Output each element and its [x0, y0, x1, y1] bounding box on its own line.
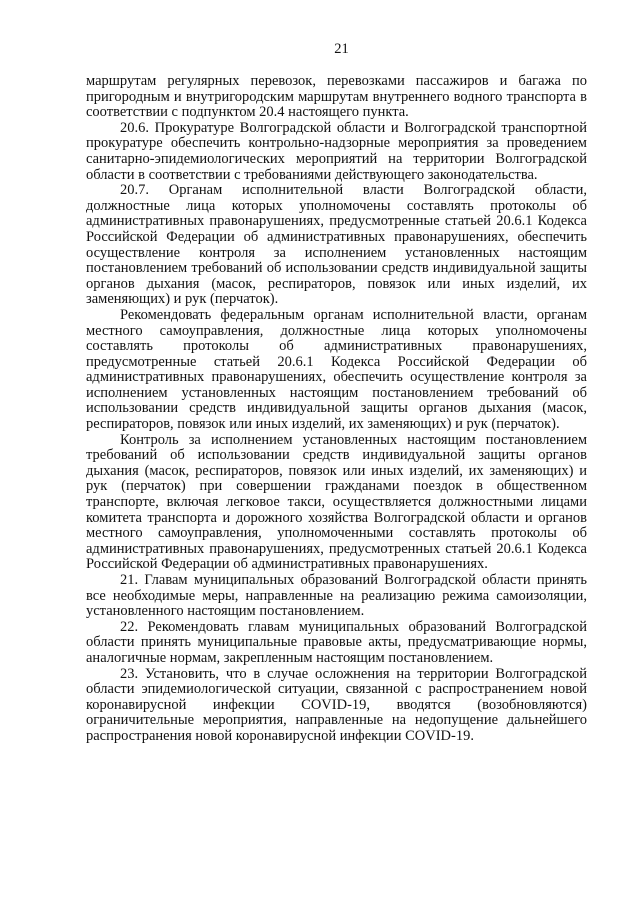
paragraph-transport-control: Контроль за исполнением установленных настоящим постановлением требований об использовании средств индивидуальной защиты органов дыхания (масок, респираторов, повязок или иных изделий, их заменяющих) и рук (перчаток) при совершении гражданами поездок в общественном транспорте, включая легковое такси, осуществляется должностными лицами комитета транспорта и дорожного хозяйства Волгоградской области и органов местного самоуправления, уполномоченными составлять протоколы об административных правонарушениях, предусмотренных статьей 20.6.1 Кодекса Российской Федерации об административных правонарушениях.: [86, 431, 587, 573]
page-number: 21: [334, 41, 349, 57]
paragraph-continuation: маршрутам регулярных перевозок, перевозками пассажиров и багажа по пригородным и внутригородским маршрутам внутреннего водного транспорта в соответствии с подпунктом 20.4 настоящего пункта.: [86, 73, 587, 121]
paragraph-20-6: 20.6. Прокуратуре Волгоградской области и Волгоградской транспортной прокуратуре обеспечить контрольно-надзорные мероприятия за проведением санитарно-эпидемиологических мероприятий на территории Волгоградской области в соответствии с требованиями действующего законодательства.: [86, 119, 587, 183]
paragraph-20-7: 20.7. Органам исполнительной власти Волгоградской области, должностные лица которых уполномочены составлять протоколы об административных правонарушениях, предусмотренные статьей 20.6.1 Кодекса Российской Федерации об административных правонарушениях, обеспечить осуществление контроля за исполнением установленных настоящим постановлением требований об использовании средств индивидуальной защиты органов дыхания (масок, респираторов, повязок или иных изделий, их заменяющих) и рук (перчаток).: [86, 182, 587, 308]
paragraph-23: 23. Установить, что в случае осложнения на территории Волгоградской области эпидемиологической ситуации, связанной с распространением новой коронавирусной инфекции COVID-19, вводятся (возобновляются) ограничительные мероприятия, направленные на недопущение дальнейшего распространения новой коронавирусной инфекции COVID-19.: [86, 665, 587, 744]
paragraph-recommendation-federal: Рекомендовать федеральным органам исполнительной власти, органам местного самоуправления, должностные лица которых уполномочены составлять протоколы об административных правонарушениях, предусмотренные статьей 20.6.1 Кодекса Российской Федерации об административных правонарушениях, обеспечить осуществление контроля за исполнением установленных настоящим постановлением требований об использовании средств индивидуальной защиты органов дыхания (масок, респираторов, повязок или иных изделий, их заменяющих) и рук (перчаток).: [86, 306, 587, 433]
paragraph-22: 22. Рекомендовать главам муниципальных образований Волгоградской области принять муниципальные правовые акты, предусматривающие нормы, аналогичные нормам, закрепленным настоящим постановлением.: [86, 618, 587, 666]
paragraph-21: 21. Главам муниципальных образований Волгоградской области принять все необходимые меры, направленные на реализацию режима самоизоляции, установленного настоящим постановлением.: [86, 572, 587, 620]
